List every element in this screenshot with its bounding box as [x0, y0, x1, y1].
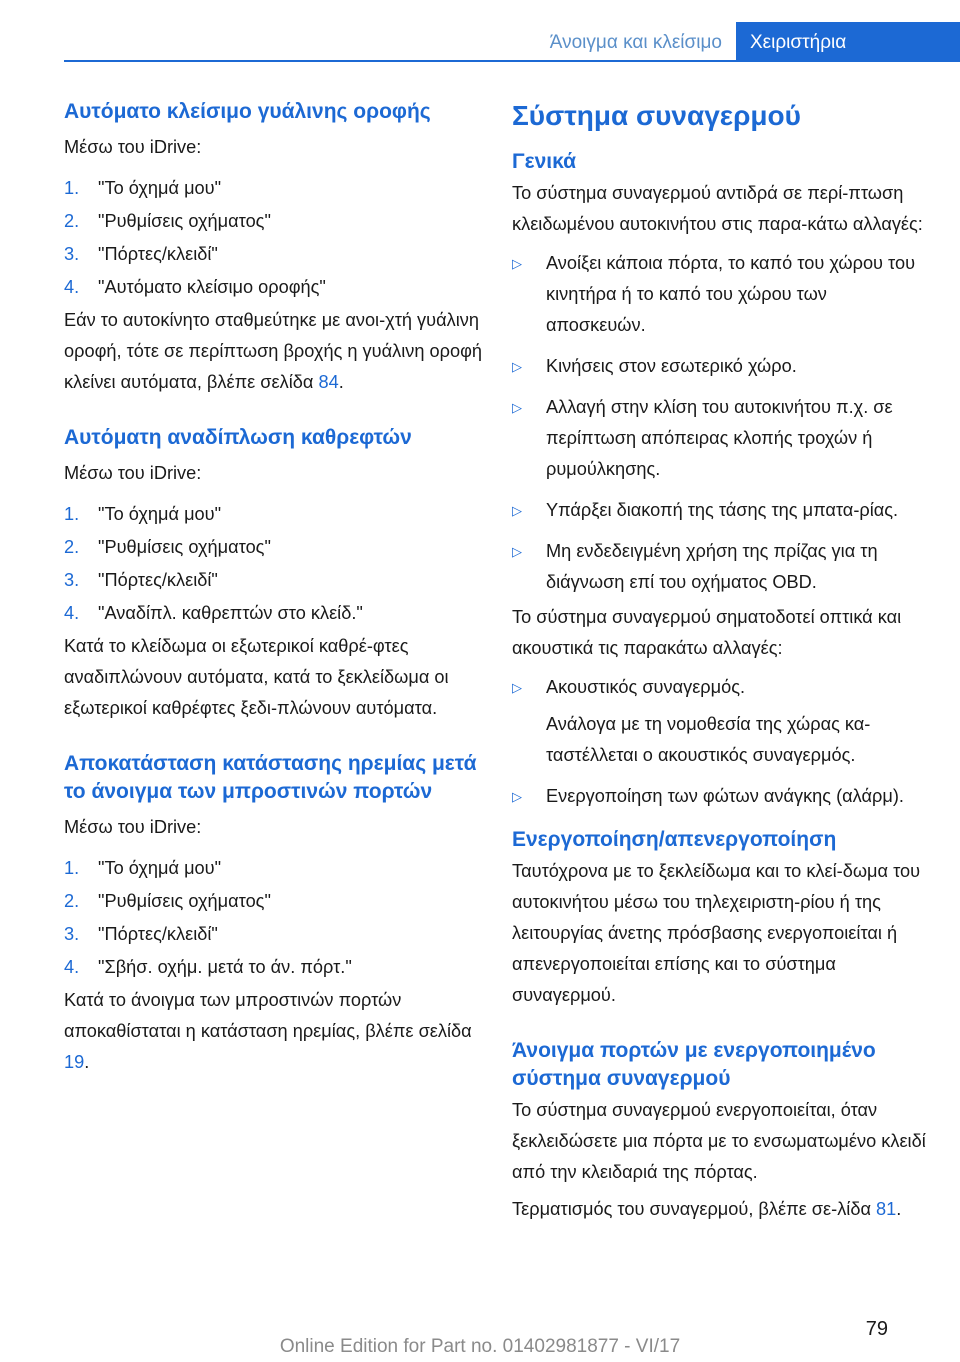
section-glass-roof — [64, 98, 484, 398]
page-link[interactable]: 19 — [64, 1052, 85, 1072]
step-item: 1. "Το όχημά μου" — [64, 178, 222, 198]
section-title: Γενικά — [512, 150, 577, 173]
page-number: 79 — [865, 1318, 888, 1340]
header-rule — [64, 60, 960, 62]
triangle-icon: ▷ — [512, 503, 522, 518]
section-title: Αυτόματο κλείσιμο γυάλινης οροφής — [64, 100, 431, 123]
body-text: Ταυτόχρονα με το ξεκλείδωμα και το κλεί-δωμα του αυτοκινήτου μέσω του τηλεχειριστη-ρίου ή της λειτουργίας άνετης πρόσβασης ενεργοποιείται ή απενεργοποιείται επίσης και το σύστημα συναγερμού. — [512, 861, 921, 1005]
section-title: Αυτόματη αναδίπλωση καθρεφτών — [64, 426, 412, 449]
page-link[interactable]: 84 — [318, 372, 339, 392]
bullet-item: ▷ Αλλαγή στην κλίση του αυτοκινήτου π.χ. σε περίπτωση απόπειρας κλοπής τροχών ή ρυμούλκησης. — [512, 392, 930, 485]
triangle-icon: ▷ — [512, 680, 522, 695]
bullet-item: ▷ Μη ενδεδειγμένη χρήση της πρίζας για τη διάγνωση επί του οχήματος OBD. — [512, 536, 930, 598]
left-column — [64, 98, 484, 1078]
bullet-item: ▷ Κινήσεις στον εσωτερικό χώρο. — [512, 351, 930, 382]
bullet-item: ▷ Ανοίξει κάποια πόρτα, το καπό του χώρου του κινητήρα ή το καπό του χώρου των αποσκευών. — [512, 248, 930, 341]
section-mirror-folding — [64, 424, 484, 724]
section-title: Αποκατάσταση κατάστασης ηρεμίας μετά το άνοιγμα των μπροστινών πορτών — [64, 752, 477, 803]
header-chapter-tab: Χειριστήρια — [736, 22, 960, 62]
step-note: Κατά το άνοιγμα των μπροστινών πορτών αποκαθίσταται η κατάσταση ηρεμίας, βλέπε σελίδα 19. — [64, 990, 472, 1072]
body-text: Το σύστημα συναγερμού ενεργοποιείται, όταν ξεκλειδώσετε μια πόρτα με το ενσωματωμένο κλειδί από την κλειδαριά της πόρτας. — [512, 1100, 926, 1182]
triangle-icon: ▷ — [512, 400, 522, 415]
step-item: 1. "Το όχημά μου" — [64, 504, 222, 524]
step-item: 2. "Ρυθμίσεις οχήματος" — [64, 537, 271, 557]
step-item: 2. "Ρυθμίσεις οχήματος" — [64, 891, 271, 911]
bullet-item: ▷ Υπάρξει διακοπή της τάσης της μπατα-ρίας. — [512, 495, 930, 526]
triangle-icon: ▷ — [512, 256, 522, 271]
steps-list — [64, 499, 484, 629]
right-column — [512, 98, 930, 1225]
intro-text: Μέσω του iDrive: — [64, 137, 202, 157]
bullet-list — [512, 672, 930, 812]
step-item: 4. "Αναδίπλ. καθρεπτών στο κλείδ." — [64, 603, 363, 623]
triangle-icon: ▷ — [512, 359, 522, 374]
section-activation — [512, 826, 930, 1011]
page-link[interactable]: 81 — [876, 1199, 897, 1219]
step-item: 4. "Αυτόματο κλείσιμο οροφής" — [64, 277, 326, 297]
triangle-icon: ▷ — [512, 789, 522, 804]
step-item: 3. "Πόρτες/κλειδί" — [64, 924, 218, 944]
steps-list — [64, 173, 484, 303]
triangle-icon: ▷ — [512, 544, 522, 559]
step-note: Κατά το κλείδωμα οι εξωτερικοί καθρέ-φτες αναδιπλώνουν αυτόματα, κατά το ξεκλείδωμα οι εξωτερικοί καθρέφτες ξεδι-πλώνουν αυτόματα. — [64, 636, 449, 718]
body-text: Τερματισμός του συναγερμού, βλέπε σε-λίδα 81. — [512, 1199, 902, 1219]
bullet-list — [512, 248, 930, 598]
footer-edition — [0, 1336, 960, 1358]
body-text: Το σύστημα συναγερμού αντιδρά σε περί-πτωση κλειδωμένου αυτοκινήτου στις παρα-κάτω αλλαγές: — [512, 183, 923, 234]
intro-text: Μέσω του iDrive: — [64, 463, 202, 483]
header-section-title: Άνοιγμα και κλείσιμο — [549, 32, 722, 53]
section-general — [512, 148, 930, 812]
section-title: Άνοιγμα πορτών με ενεργοποιημένο σύστημα συναγερμού — [512, 1039, 876, 1090]
section-title: Ενεργοποίηση/απενεργοποίηση — [512, 828, 837, 851]
bullet-item: ▷ Ενεργοποίηση των φώτων ανάγκης (αλάρμ). — [512, 781, 930, 812]
intro-text: Μέσω του iDrive: — [64, 817, 202, 837]
step-item: 2. "Ρυθμίσεις οχήματος" — [64, 211, 271, 231]
section-rest-state — [64, 750, 484, 1078]
footer-edition-text: Online Edition for Part no. 01402981877 - VI/17 — [279, 1336, 681, 1357]
step-item: 1. "Το όχημά μου" — [64, 858, 222, 878]
step-item: 3. "Πόρτες/κλειδί" — [64, 244, 218, 264]
steps-list — [64, 853, 484, 983]
bullet-item: ▷ Ακουστικός συναγερμός. Ανάλογα με τη νομοθεσία της χώρας κα-ταστέλλεται ο ακουστικός συναγερμός. — [512, 672, 930, 771]
page-title: Σύστημα συναγερμού — [512, 100, 801, 131]
section-doors-alarm — [512, 1037, 930, 1225]
body-text: Το σύστημα συναγερμού σηματοδοτεί οπτικά και ακουστικά τις παρακάτω αλλαγές: — [512, 607, 902, 658]
step-note: Εάν το αυτοκίνητο σταθμεύτηκε με ανοι-χτή γυάλινη οροφή, τότε σε περίπτωση βροχής η γυάλινη οροφή κλείνει αυτόματα, βλέπε σελίδα 84. — [64, 310, 482, 392]
step-item: 3. "Πόρτες/κλειδί" — [64, 570, 218, 590]
step-item: 4. "Σβήσ. οχήμ. μετά το άν. πόρτ." — [64, 957, 352, 977]
